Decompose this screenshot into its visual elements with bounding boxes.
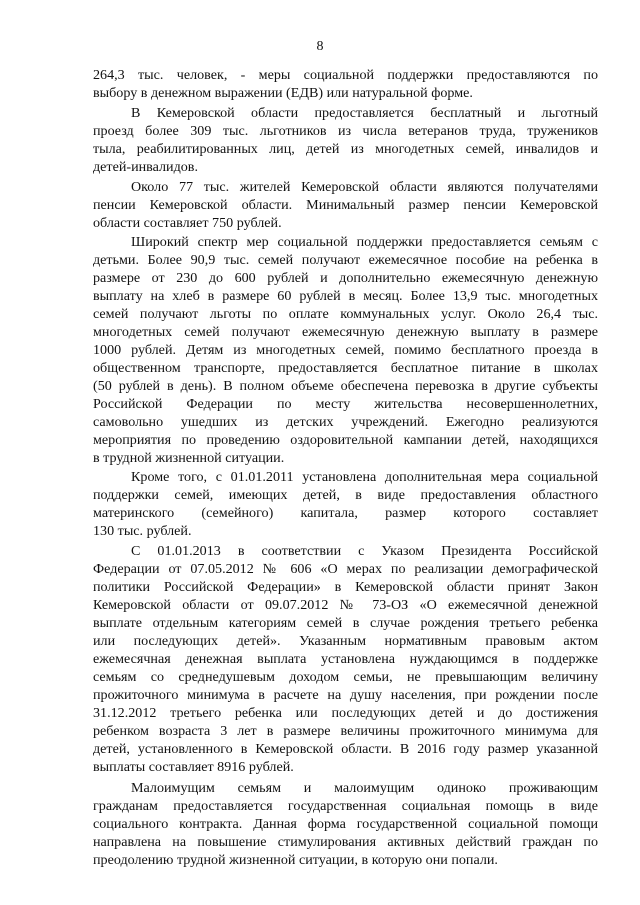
text-line: Около 77 тыс. жителей Кемеровской области являются получателями [131, 179, 598, 195]
text-line: 130 тыс. рублей. [93, 523, 192, 539]
page-number: 8 [316, 39, 324, 54]
text-line: семей получают льготы по оплате коммунальных услуг. Около 26,4 тыс. [93, 306, 598, 322]
text-line: детей-инвалидов. [93, 159, 198, 175]
text-line: общественном транспорте, предоставляется бесплатное питание в школах [93, 360, 598, 376]
text-line: пенсии Кемеровской области. Минимальный размер пенсии Кемеровской [93, 197, 598, 213]
text-line: или последующих детей». Указанным нормативным правовым актом [93, 633, 598, 649]
text-line: В Кемеровской области предоставляется бесплатный и льготный [131, 105, 598, 121]
text-line: детьми. Более 90,9 тыс. семей получают ежемесячное пособие на ребенка в [93, 252, 598, 268]
text-line: материнского (семейного) капитала, размер которого составляет [93, 505, 598, 521]
text-line: области составляет 750 рублей. [93, 215, 282, 231]
text-line: ежемесячная денежная выплата установлена нуждающимся в поддержке [93, 651, 598, 667]
text-line: поддержки семей, имеющих детей, в виде предоставления областного [93, 487, 598, 503]
text-line: 31.12.2012 третьего ребенка или последующих детей и до достижения [93, 705, 598, 721]
text-line: тыла, реабилитированных лиц, детей из многодетных семей, инвалидов и [93, 141, 598, 157]
text-line: прожиточного минимума в расчете на душу населения, при рождении после [93, 687, 598, 703]
text-line: (50 рублей в день). В полном объеме обеспечена перевозка в другие субъекты [93, 378, 598, 394]
text-line: выплаты составляет 8916 рублей. [93, 759, 294, 775]
text-line: гражданам предоставляется государственная социальная помощь в виде [93, 798, 598, 814]
text-line: Широкий спектр мер социальной поддержки предоставляется семьям с [131, 234, 598, 250]
text-line: мероприятия по проведению оздоровительной кампании детей, находящихся [93, 432, 598, 448]
text-line: 1000 рублей. Детям из многодетных семей, помимо бесплатного проезда в [93, 342, 598, 358]
text-line: социального контракта. Данная форма государственной социальной помощи [93, 816, 598, 832]
text-line: в трудной жизненной ситуации. [93, 450, 285, 466]
text-line: политики Российской Федерации» в Кемеровской области принят Закон [93, 579, 598, 595]
text-line: выплату на хлеб в размере 60 рублей в месяц. Более 13,9 тыс. многодетных [93, 288, 598, 304]
text-line: 264,3 тыс. человек, - меры социальной поддержки предоставляются по [93, 67, 598, 83]
text-line: преодолению трудной жизненной ситуации, в которую они попали. [93, 852, 498, 868]
text-line: Федерации от 07.05.2012 № 606 «О мерах по реализации демографической [93, 561, 598, 577]
text-line: Российской Федерации по месту жительства несовершеннолетних, [93, 396, 598, 412]
text-line: С 01.01.2013 в соответствии с Указом Президента Российской [131, 543, 598, 559]
text-line: выбору в денежном выражении (ЕДВ) или натуральной форме. [93, 85, 473, 101]
text-line: самовольно ушедших из детских учреждений. Ежегодно реализуются [93, 414, 598, 430]
text-line: выплате отдельным категориям семей в случае рождения третьего ребенка [93, 615, 598, 631]
text-line: ребенком возраста 3 лет в размере величины прожиточного минимума для [93, 723, 598, 739]
text-line: семьям со среднедушевым доходом семьи, не превышающим величину [93, 669, 598, 685]
text-line: проезд более 309 тыс. льготников из числа ветеранов труда, тружеников [93, 123, 598, 139]
text-line: размере от 230 до 600 рублей и дополнительно ежемесячную денежную [93, 270, 598, 286]
text-line: Кемеровской области от 09.07.2012 № 73-ОЗ «О ежемесячной денежной [93, 597, 598, 613]
text-line: детей, установленного в Кемеровской области. В 2016 году размер указанной [93, 741, 598, 757]
text-line: направлена на повышение стимулирования активных действий граждан по [93, 834, 598, 850]
text-line: Малоимущим семьям и малоимущим одиноко проживающим [131, 780, 598, 796]
text-line: Кроме того, с 01.01.2011 установлена дополнительная мера социальной [131, 469, 598, 485]
text-line: многодетных семей получают ежемесячную денежную выплату в размере [93, 324, 598, 340]
